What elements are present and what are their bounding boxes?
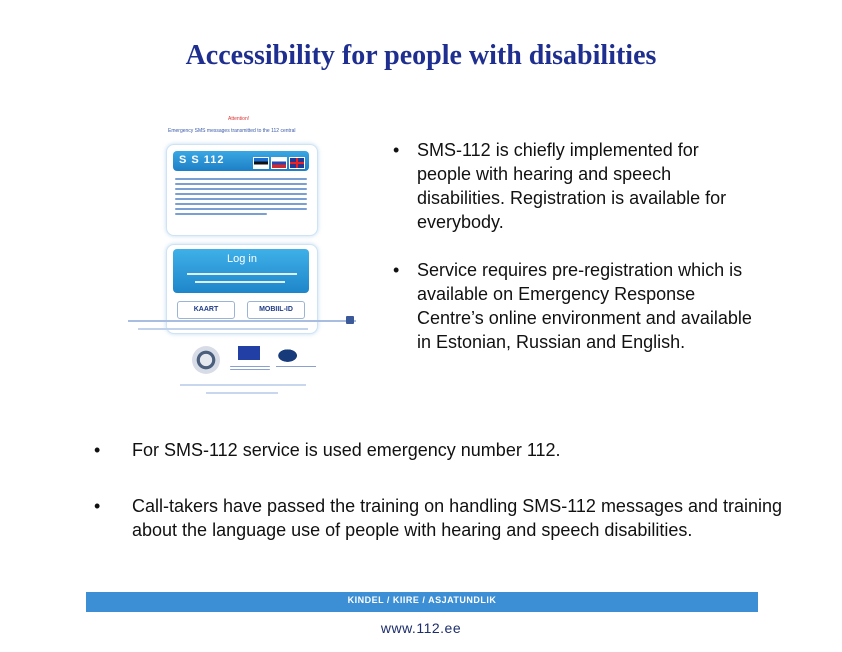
bullet-sms112-audience	[393, 138, 753, 234]
info-text-lines	[175, 175, 307, 218]
bullet-text: Call-takers have passed the training on handling SMS-112 messages and training about the language use of people with hearing and speech disabilities.	[132, 496, 783, 540]
note-line-2	[206, 392, 278, 394]
contact-line	[128, 320, 356, 322]
eu-text	[230, 364, 270, 370]
bullet-dot: •	[393, 260, 400, 280]
estonian-flag-icon	[253, 157, 269, 169]
footer-slogan: KINDEL / KIIRE / ASJATUNDLIK	[347, 595, 497, 605]
facebook-icon	[346, 316, 354, 324]
rescue-emblem-icon	[192, 346, 220, 374]
sms112-screenshot	[128, 114, 360, 400]
footer-url: www.112.ee	[380, 620, 462, 636]
note-line	[180, 384, 306, 386]
english-flag-icon	[289, 157, 305, 169]
bullet-dot: •	[94, 440, 101, 460]
footer-bar	[86, 592, 758, 612]
bullet-text: Service requires pre-registration which is available on Emergency Response Centre’s online environment and available in Estonian, Russian and English.	[417, 260, 752, 352]
bullet-dot: •	[393, 140, 400, 160]
id-card-button: KAART	[177, 301, 235, 319]
screenshot-subtitle: Emergency SMS messages transmitted to the 112 central	[168, 128, 296, 134]
bullet-dot: •	[94, 496, 101, 516]
slide-title: Accessibility for people with disabilities	[185, 40, 657, 71]
ministry-text	[276, 366, 316, 367]
bullet-text: For SMS-112 service is used emergency number 112.	[132, 440, 561, 460]
attention-text: Attention!	[228, 116, 250, 122]
info-panel	[166, 144, 318, 236]
mobile-id-button: MOBIIL-ID	[247, 301, 305, 319]
sms112-header	[173, 151, 309, 171]
ministry-logo-icon	[278, 346, 302, 362]
eu-flag-icon	[238, 346, 260, 360]
bullet-registration	[393, 258, 753, 354]
sms112-logo: S S 112	[179, 154, 225, 166]
bullet-emergency-number	[94, 438, 784, 462]
bullet-call-takers	[94, 494, 784, 542]
login-header	[173, 249, 309, 293]
language-flags	[251, 156, 305, 174]
login-title: Log in	[227, 253, 257, 265]
russian-flag-icon	[271, 157, 287, 169]
bullet-text: SMS-112 is chiefly implemented for people with hearing and speech disabilities. Registration is available for everybody.	[417, 140, 727, 232]
info-line	[138, 328, 308, 330]
